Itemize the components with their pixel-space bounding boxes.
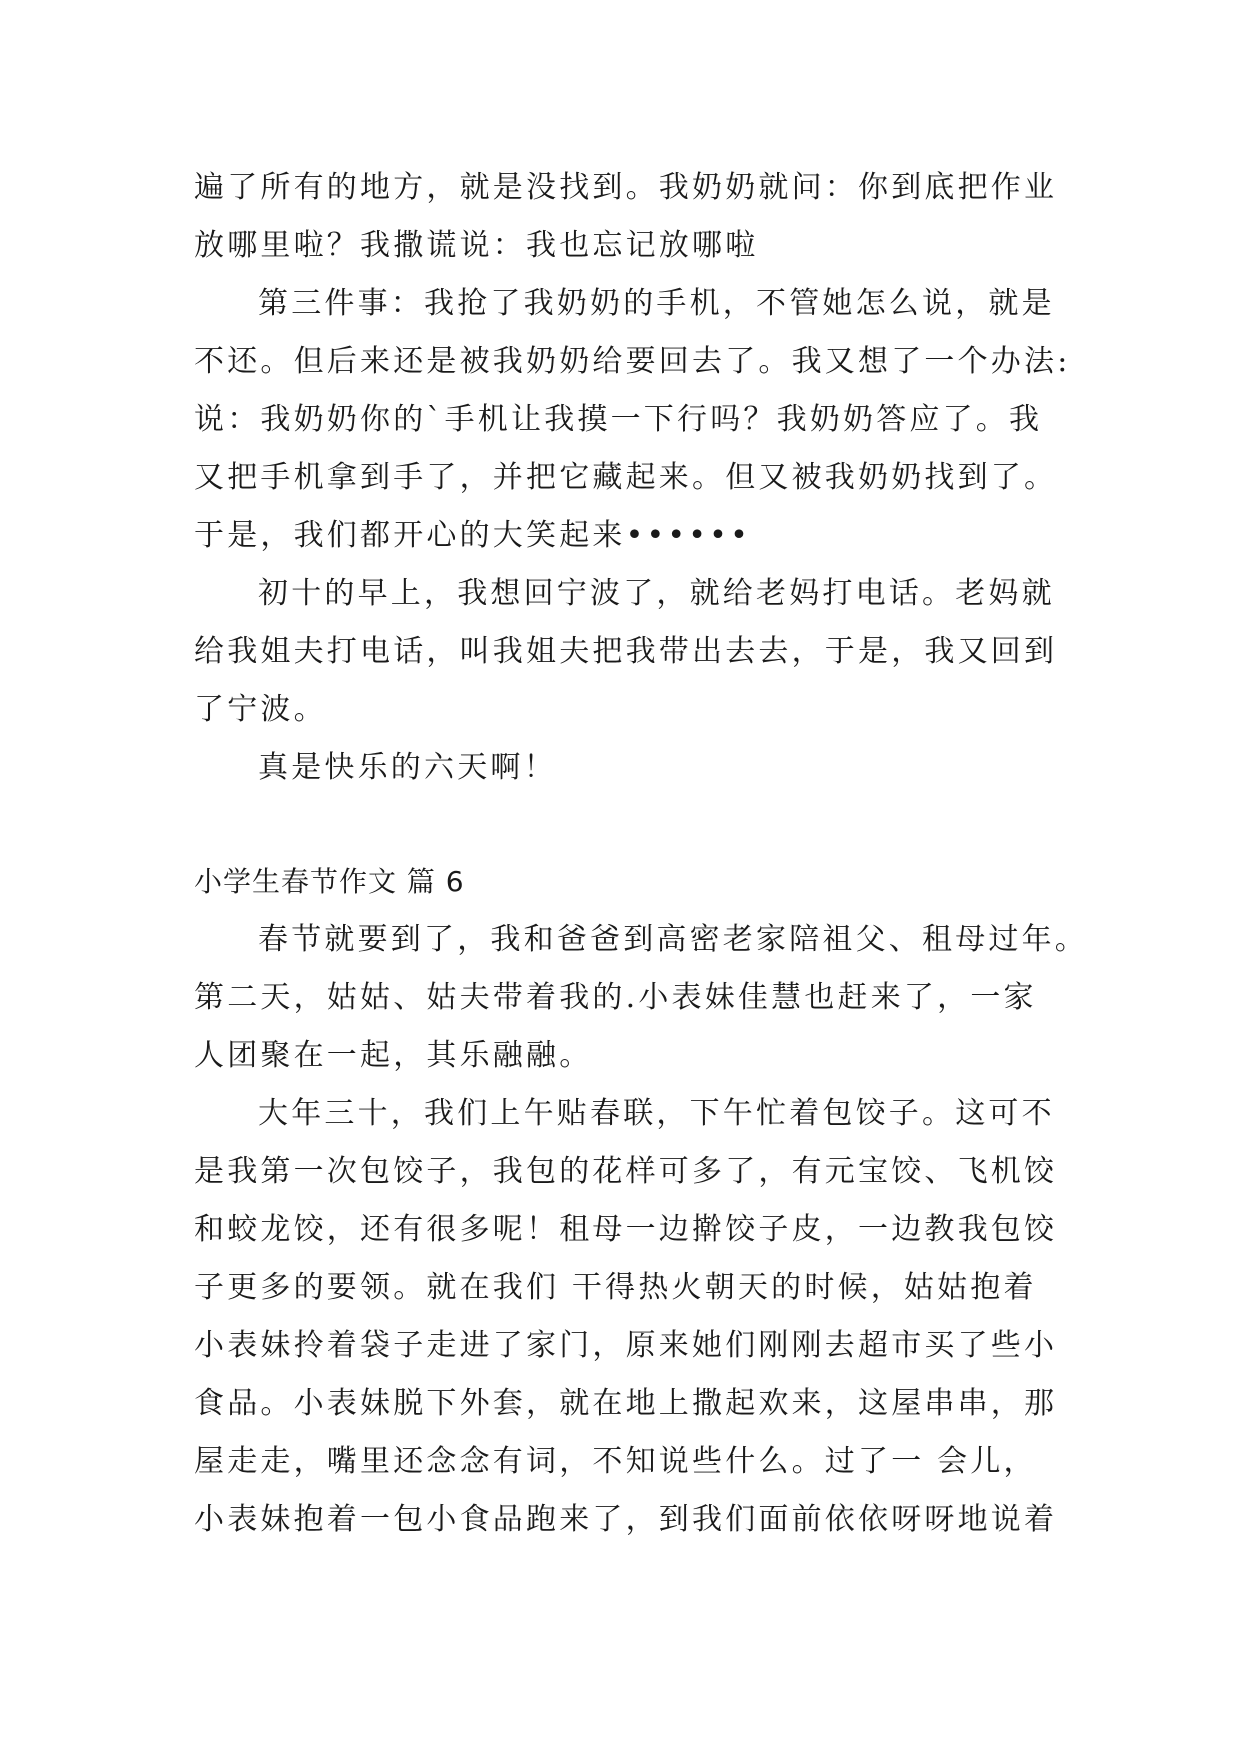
text-line: 遍了所有的地方，就是没找到。我奶奶就问：你到底把作业 (194, 170, 1058, 205)
text-line: 小表妹拎着袋子走进了家门，原来她们刚刚去超市买了些小 (194, 1328, 1058, 1363)
text-line: 放哪里啦？我撒谎说：我也忘记放哪啦 (194, 228, 759, 263)
text-line: 屋走走，嘴里还念念有词，不知说些什么。过了一 会儿， (194, 1444, 1037, 1479)
text-line: 春节就要到了，我和爸爸到高密老家陪祖父、租母过年。 (258, 922, 1088, 957)
text-line: 又把手机拿到手了，并把它藏起来。但又被我奶奶找到了。 (194, 460, 1058, 495)
text-line: 于是，我们都开心的大笑起来•••••• (194, 518, 751, 553)
text-line: 第二天，姑姑、姑夫带着我的.小表妹佳慧也赶来了，一家 (194, 980, 1037, 1015)
text-line: 说：我奶奶你的`手机让我摸一下行吗？我奶奶答应了。我 (194, 402, 1043, 437)
text-line: 真是快乐的六天啊！ (258, 750, 557, 785)
text-line: 初十的早上，我想回宁波了，就给老妈打电话。老妈就 (258, 576, 1055, 611)
text-line: 人团聚在一起，其乐融融。 (194, 1038, 593, 1073)
text-line: 是我第一次包饺子，我包的花样可多了，有元宝饺、飞机饺 (194, 1154, 1058, 1189)
section-heading: 小学生春节作文 篇 6 (194, 865, 465, 898)
text-line: 小表妹抱着一包小食品跑来了，到我们面前依依呀呀地说着 (194, 1502, 1058, 1537)
text-line: 大年三十，我们上午贴春联，下午忙着包饺子。这可不 (258, 1096, 1055, 1131)
text-line: 不还。但后来还是被我奶奶给要回去了。我又想了一个办法: (194, 344, 1071, 379)
text-line: 食品。小表妹脱下外套，就在地上撒起欢来，这屋串串，那 (194, 1386, 1058, 1421)
text-line: 第三件事：我抢了我奶奶的手机，不管她怎么说，就是 (258, 286, 1055, 321)
text-line: 和蛟龙饺，还有很多呢！租母一边擀饺子皮，一边教我包饺 (194, 1212, 1058, 1247)
text-line: 子更多的要领。就在我们 干得热火朝天的时候，姑姑抱着 (194, 1270, 1037, 1305)
text-line: 了宁波。 (194, 692, 327, 727)
text-line: 给我姐夫打电话，叫我姐夫把我带出去去，于是，我又回到 (194, 634, 1058, 669)
